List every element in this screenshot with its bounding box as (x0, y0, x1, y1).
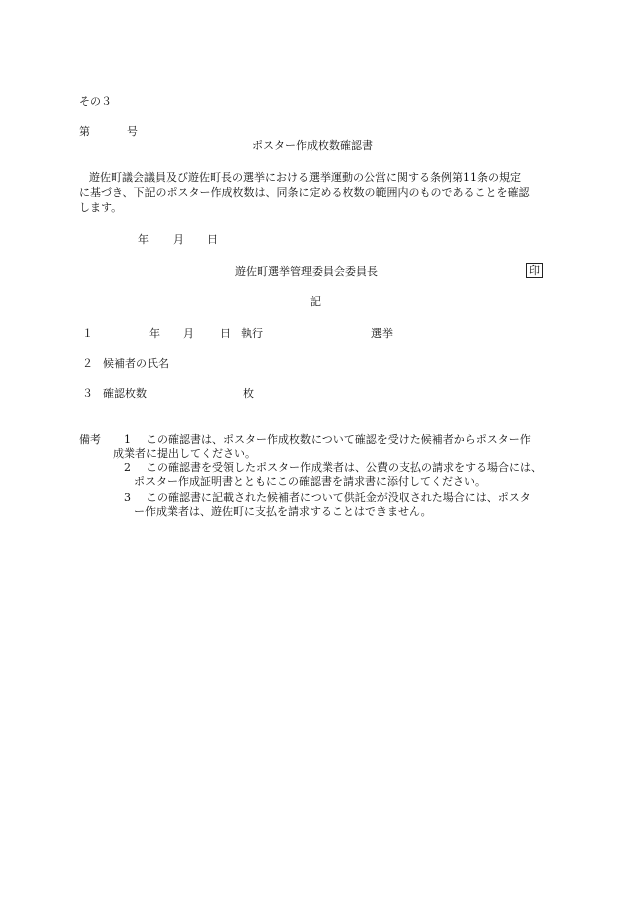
item3-number: ３ (82, 387, 93, 400)
doc-number-prefix: 第 (79, 125, 90, 138)
date-day: 日 (207, 233, 218, 246)
item2-label: 候補者の氏名 (103, 357, 169, 370)
note3-line-1: この確認書に記載された候補者について供託金が没収された場合には、ポスタ (146, 491, 531, 504)
note3-line-2: ー作成業者は、遊佐町に支払を請求することはできません。 (134, 505, 432, 518)
note2-line-1: この確認書を受領したポスター作成業者は、公費の支払の請求をする場合には、 (146, 461, 542, 474)
seal-mark: 印 (526, 263, 543, 278)
ki-heading: 記 (310, 295, 321, 308)
note2-line-2: ポスター作成証明書とともにこの確認書を請求書に添付してください。 (134, 475, 486, 488)
item1-election: 選挙 (371, 327, 393, 340)
item3-unit: 枚 (243, 387, 254, 400)
body-line-1: 遊佐町議会議員及び遊佐町長の選挙における選挙運動の公営に関する条例第11条の規定 (89, 171, 521, 184)
body-line-3: します。 (79, 201, 123, 214)
item1-number: １ (82, 327, 93, 340)
item2-number: ２ (82, 357, 93, 370)
item3-label: 確認枚数 (103, 387, 147, 400)
item1-month: 月 (183, 327, 194, 340)
doc-number-suffix: 号 (127, 125, 138, 138)
note1-line-1: この確認書は、ポスター作成枚数について確認を受けた候補者からポスター作 (146, 433, 531, 446)
signer-title: 遊佐町選挙管理委員会委員長 (235, 265, 378, 278)
note2-number: 2 (124, 461, 131, 474)
form-number: その３ (79, 95, 112, 108)
document-title: ポスター作成枚数確認書 (252, 139, 373, 152)
body-line-2: に基づき、下記のポスター作成枚数は、同条に定める枚数の範囲内のものであることを確認 (79, 186, 530, 199)
note1-line-2: 成業者に提出してください。 (113, 447, 256, 460)
item1-executed: 執行 (241, 327, 263, 340)
note1-number: 1 (124, 433, 131, 446)
notes-label: 備考 (79, 433, 101, 446)
note3-number: 3 (124, 491, 131, 504)
item1-day: 日 (220, 327, 231, 340)
date-year: 年 (138, 233, 149, 246)
date-month: 月 (173, 233, 184, 246)
item1-year: 年 (149, 327, 160, 340)
